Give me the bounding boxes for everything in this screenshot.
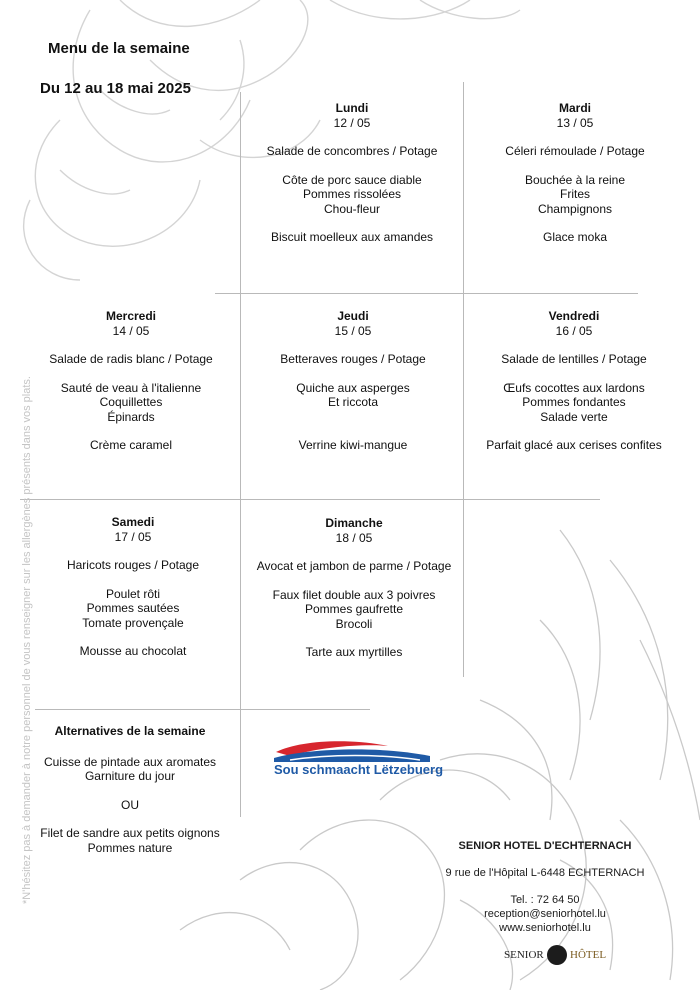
alternatives-title: Alternatives de la semaine	[54, 724, 206, 738]
grid-divider	[20, 499, 600, 500]
day-mardi	[462, 101, 688, 245]
side-dish: Chou-fleur	[323, 201, 381, 216]
starter: Betteraves rouges / Potage	[280, 352, 426, 366]
dessert: Biscuit moelleux aux amandes	[270, 230, 434, 244]
day-name: Jeudi	[337, 309, 369, 323]
starter: Avocat et jambon de parme / Potage	[256, 559, 452, 573]
day-date: 13 / 05	[556, 115, 594, 130]
hotel-website: www.seniorhotel.lu	[499, 922, 591, 934]
starter: Haricots rouges / Potage	[66, 558, 200, 572]
main-dish: Œufs cocottes aux lardons	[503, 380, 645, 395]
hotel-name: SENIOR HOTEL D'ECHTERNACH	[458, 840, 632, 852]
day-name: Mercredi	[105, 309, 157, 323]
main-dish: Faux filet double aux 3 poivres	[272, 587, 436, 602]
side-dish	[240, 410, 466, 425]
starter: Salade de concombres / Potage	[266, 144, 438, 158]
side-dish: Salade verte	[540, 409, 608, 424]
dessert: Parfait glacé aux cerises confites	[486, 438, 662, 452]
page-title: Menu de la semaine	[48, 40, 190, 57]
side-dish: Coquillettes	[99, 395, 163, 409]
hotel-emblem-icon	[547, 945, 567, 965]
dessert: Tarte aux myrtilles	[305, 645, 403, 659]
badge-left-text: SENIOR	[504, 949, 544, 961]
logo-text: Sou schmaacht Lëtzebuerg	[274, 762, 444, 777]
day-date: 15 / 05	[334, 323, 372, 338]
side-dish: Champignons	[537, 201, 613, 216]
day-name: Mardi	[558, 101, 591, 115]
grid-divider	[35, 709, 370, 710]
side-dish: Épinards	[107, 409, 155, 424]
day-name: Lundi	[335, 101, 369, 115]
main-dish: Côte de porc sauce diable	[282, 172, 422, 187]
alternative-dish: Filet de sandre aux petits oignons	[40, 826, 220, 840]
side-dish: Pommes sautées	[86, 601, 180, 615]
logo-swoosh-icon	[270, 734, 435, 764]
dessert: Glace moka	[542, 230, 608, 244]
alternative-dish: Cuisse de pintade aux aromates	[43, 754, 217, 769]
main-dish: Quiche aux asperges	[296, 380, 410, 395]
alternatives-or: OU	[121, 797, 139, 812]
starter: Salade de lentilles / Potage	[501, 352, 647, 366]
day-mercredi	[18, 309, 244, 453]
day-lundi	[239, 101, 465, 245]
main-dish: Poulet rôti	[105, 586, 161, 601]
day-dimanche	[256, 516, 452, 660]
day-jeudi	[240, 309, 466, 453]
starter: Céleri rémoulade / Potage	[505, 144, 645, 158]
allergen-note: *N'hésitez pas à demander à notre personnel de vous renseigner sur les allergènes présents dans vos plats.	[21, 376, 33, 904]
grid-divider	[215, 293, 638, 294]
main-dish: Sauté de veau à l'italienne	[60, 380, 202, 395]
day-date: 14 / 05	[112, 323, 150, 338]
dessert: Mousse au chocolat	[79, 644, 187, 658]
day-name: Vendredi	[548, 309, 600, 323]
side-dish: Tomate provençale	[82, 615, 184, 630]
alternative-side: Garniture du jour	[84, 769, 176, 783]
day-samedi	[20, 515, 246, 659]
week-dates: Du 12 au 18 mai 2025	[40, 80, 191, 97]
side-dish: Brocoli	[335, 616, 373, 631]
side-dish: Pommes rissolées	[302, 187, 402, 201]
day-date: 16 / 05	[555, 323, 593, 338]
hotel-email: reception@seniorhotel.lu	[484, 908, 606, 920]
main-dish: Bouchée à la reine	[524, 172, 626, 187]
dessert: Crème caramel	[89, 438, 173, 452]
badge-right-text: HÔTEL	[570, 949, 607, 961]
sou-schmaacht-logo	[270, 734, 444, 784]
alternative-side: Pommes nature	[87, 840, 173, 855]
side-dish: Pommes gaufrette	[304, 602, 404, 616]
day-name: Samedi	[111, 515, 155, 529]
senior-hotel-badge	[504, 945, 614, 967]
side-dish: Et riccota	[327, 395, 378, 409]
hotel-address: 9 rue de l'Hôpital L-6448 ECHTERNACH	[445, 867, 645, 879]
day-date: 17 / 05	[114, 529, 152, 544]
day-name: Dimanche	[325, 516, 383, 530]
side-dish: Frites	[560, 187, 590, 201]
starter: Salade de radis blanc / Potage	[49, 352, 213, 366]
day-date: 18 / 05	[335, 530, 373, 545]
side-dish: Pommes fondantes	[522, 395, 626, 409]
dessert: Verrine kiwi-mangue	[298, 438, 408, 452]
weekly-alternatives	[32, 724, 228, 855]
day-vendredi	[461, 309, 687, 453]
day-date: 12 / 05	[333, 115, 371, 130]
hotel-phone: Tel. : 72 64 50	[510, 894, 580, 906]
